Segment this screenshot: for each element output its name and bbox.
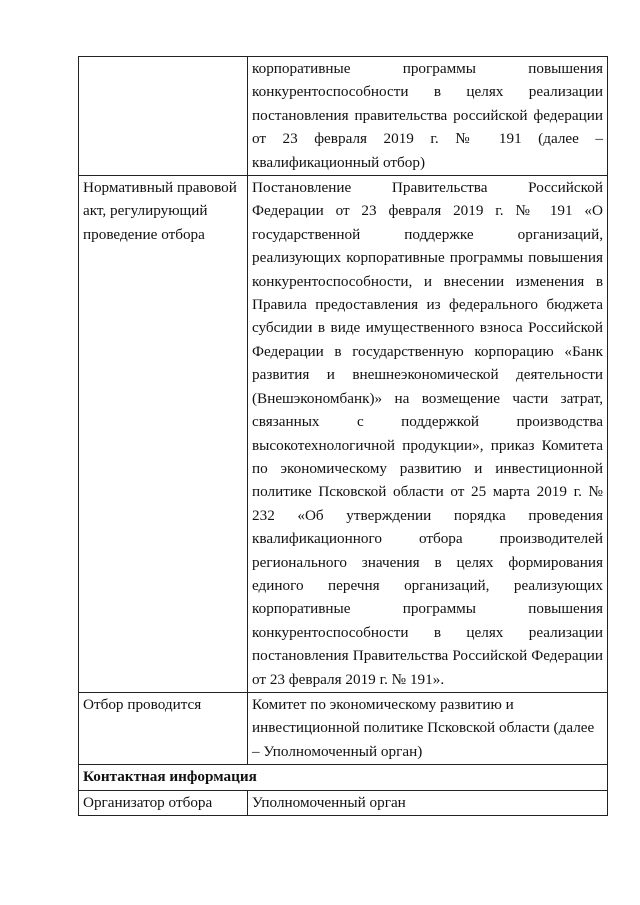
row-label: Нормативный правовой акт, регулирующий проведение отбора xyxy=(79,176,248,693)
table-row xyxy=(79,176,608,693)
table-row xyxy=(79,790,608,815)
row-text: корпоративные программы повышения конкурентоспособности в целях реализации постановления правительства российской федерации от 23 февраля 2019 г. № 191 (далее – квалификационный отбор) xyxy=(248,57,608,176)
table-row xyxy=(79,57,608,176)
section-row xyxy=(79,765,608,790)
table-row xyxy=(79,692,608,764)
organizer-value: Уполномоченный орган xyxy=(248,790,608,815)
row-text: Постановление Правительства Российской Федерации от 23 февраля 2019 г. № 191 «О государственной поддержке организаций, реализующих корпоративные программы повышения конкурентоспособности, и внесении изменения в Правила предоставления из федерального бюджета субсидии в виде имущественного взноса Российской Федерации в государственную корпорацию «Банк развития и внешнеэкономической деятельности (Внешэкономбанк)» на возмещение части затрат, связанных с поддержкой производства высокотехнологичной продукции», приказ Комитета по экономическому развитию и инвестиционной политике Псковской области от 25 марта 2019 г. № 232 «Об утверждении порядка проведения квалификационного отбора производителей регионального значения в целях формирования единого перечня организаций, реализующих корпоративные программы повышения конкурентоспособности в целях реализации постановления Правительства Российской Федерации от 23 февраля 2019 г. № 191». xyxy=(248,176,608,693)
row-label: Отбор проводится xyxy=(79,692,248,764)
section-header: Контактная информация xyxy=(79,765,608,790)
row-label xyxy=(79,57,248,176)
row-text: Комитет по экономическому развитию и инвестиционной политике Псковской области (далее – Уполномоченный орган) xyxy=(248,692,608,764)
info-table xyxy=(78,56,608,816)
organizer-label: Организатор отбора xyxy=(79,790,248,815)
